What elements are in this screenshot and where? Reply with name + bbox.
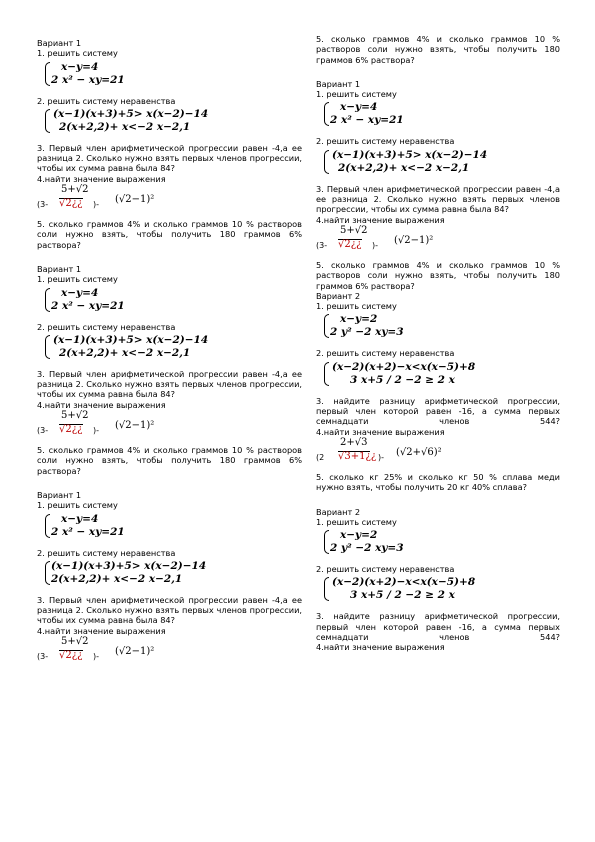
left-column [37, 38, 302, 671]
expression-open: (3- [37, 426, 49, 436]
fraction-numerator: 5+√2 [61, 410, 89, 422]
equation-system [324, 313, 560, 339]
task-4-text: 4.найти значение выражения [316, 214, 445, 225]
fraction-numerator: 5+√2 [61, 184, 89, 196]
task-2-text: 2. решить систему неравенства [37, 95, 176, 106]
right-column [316, 34, 560, 653]
variant-heading: Вариант 1 [316, 78, 361, 89]
fraction-numerator: 2+√3 [340, 436, 368, 448]
inequality-system [324, 149, 560, 175]
inequality-line: (x−1)(x+3)+5> x(x−2)−14 [332, 148, 488, 161]
task-1-text: 1. решить систему [316, 301, 397, 312]
equation-system [45, 61, 302, 87]
equation-line: 2 y² −2 xy=3 [330, 542, 404, 555]
task-3-text: 3. найдите разницу арифметической прогрессии, первый член которой равен -16, а сумма первых семнадцати членов 544? [316, 395, 560, 427]
task-4-text: 4.найти значение выражения [37, 173, 166, 184]
expression-second: (√2−1)² [394, 234, 434, 246]
equation-line: x−y=4 [340, 101, 378, 114]
task-3-text: 3. Первый член арифметической прогрессии равен -4,а ее разница 2. Сколько нужно взять первых членов прогрессии, чтобы их сумма равна была 84? [37, 142, 302, 174]
equation-system [324, 101, 560, 127]
task-1-text: 1. решить систему [37, 500, 118, 511]
expression-close: )- [93, 200, 100, 210]
equation-line: x−y=4 [61, 512, 99, 525]
inequality-system [324, 576, 560, 602]
task-3-text: 3. Первый член арифметической прогрессии равен -4,а ее разница 2. Сколько нужно взять первых членов прогрессии, чтобы их сумма равна была 84? [316, 183, 560, 215]
equation-line: x−y=2 [340, 313, 378, 326]
task-2-text: 2. решить систему неравенства [37, 547, 176, 558]
equation-line: 2 y² −2 xy=3 [330, 326, 404, 339]
task-4-text: 4.найти значение выражения [316, 426, 445, 437]
inequality-line: (x−2)(x+2)−x<x(x−5)+8 [332, 360, 476, 373]
inequality-line: 3 x+5 / 2 −2 ≥ 2 x [350, 589, 455, 602]
inequality-line: (x−1)(x+3)+5> x(x−2)−14 [53, 107, 209, 120]
expression-close: )- [378, 452, 385, 462]
task-5-text: 5. сколько граммов 4% и сколько граммов 10 % растворов соли нужно взять, чтобы получить 180 граммов 6% раствора? [37, 219, 302, 250]
expression-open: (2 [316, 452, 325, 462]
inequality-system [45, 560, 302, 586]
fraction-numerator: 5+√2 [340, 224, 368, 236]
task-3-text: 3. Первый член арифметической прогрессии равен -4,а ее разница 2. Сколько нужно взять первых членов прогрессии, чтобы их сумма равна была 84? [37, 368, 302, 400]
expression-second: (√2−1)² [115, 194, 155, 206]
task-3-text: 3. найдите разницу арифметической прогрессии, первый член которой равен -16, а сумма первых семнадцати членов 544? [316, 611, 560, 643]
task-2-text: 2. решить систему неравенства [316, 136, 455, 147]
task-1-text: 1. решить систему [316, 516, 397, 527]
equation-system [45, 287, 302, 313]
inequality-line: 2(x+2,2)+ x<−2 x−2,1 [338, 161, 470, 174]
equation-line: x−y=4 [61, 60, 99, 73]
expression-close: )- [93, 426, 100, 436]
equation-line: 2 x² − xy=21 [330, 114, 404, 127]
variant-heading: Вариант 1 [37, 489, 82, 500]
expression [316, 226, 560, 254]
inequality-line: 2(x+2,2)+ x<−2 x−2,1 [59, 346, 191, 359]
expression-close: )- [372, 240, 379, 250]
equation-line: 2 x² − xy=21 [51, 299, 125, 312]
equation-system [45, 513, 302, 539]
expression [37, 411, 302, 439]
task-5-text: 5. сколько кг 25% и сколько кг 50 % сплава меди нужно взять, чтобы получить 20 кг 40% сплава? [316, 471, 560, 493]
inequality-line: 3 x+5 / 2 −2 ≥ 2 x [350, 373, 455, 386]
equation-line: x−y=2 [340, 529, 378, 542]
task-4-text: 4.найти значение выражения [37, 399, 166, 410]
expression-open: (3- [37, 200, 49, 210]
task-5-text: 5. сколько граммов 4% и сколько граммов 10 % растворов соли нужно взять, чтобы получить 180 граммов 6% раствора? [37, 445, 302, 476]
expression-second: (√2+√6)² [396, 446, 442, 458]
expression [316, 438, 560, 466]
task-1-text: 1. решить систему [37, 274, 118, 285]
variant-heading: Вариант 1 [37, 38, 82, 48]
task-2-text: 2. решить систему неравенства [316, 564, 455, 575]
expression-second: (√2−1)² [115, 646, 155, 658]
task-2-text: 2. решить систему неравенства [316, 348, 455, 359]
inequality-system [45, 334, 302, 360]
inequality-line: (x−1)(x+3)+5> x(x−2)−14 [53, 333, 209, 346]
expression-second: (√2−1)² [115, 420, 155, 432]
equation-line: 2 x² − xy=21 [51, 525, 125, 538]
fraction-denominator: √3+1¿¿ [338, 450, 377, 462]
variant-heading: Вариант 1 [37, 263, 82, 274]
inequality-line: (x−1)(x+3)+5> x(x−2)−14 [51, 559, 207, 572]
variant-heading: Вариант 2 [316, 290, 361, 301]
inequality-system [324, 361, 560, 387]
task-4-text: 4.найти значение выражения [316, 642, 445, 653]
variant-heading: Вариант 2 [316, 506, 361, 517]
task-5-text: 5. сколько граммов 4% и сколько граммов 10 % растворов соли нужно взять, чтобы получить 180 граммов 6% раствора? [316, 259, 560, 291]
expression [37, 185, 302, 213]
inequality-system [45, 108, 302, 134]
inequality-line: (x−2)(x+2)−x<x(x−5)+8 [332, 576, 476, 589]
task-1-text: 1. решить систему [316, 89, 397, 100]
equation-system [324, 529, 560, 555]
task-4-text: 4.найти значение выражения [37, 625, 166, 636]
expression-open: (3- [316, 240, 328, 250]
fraction-denominator: √2¿¿ [59, 424, 83, 436]
task-3-text: 3. Первый член арифметической прогрессии равен -4,а ее разница 2. Сколько нужно взять первых членов прогрессии, чтобы их сумма равна была 84? [37, 594, 302, 626]
fraction-denominator: √2¿¿ [338, 238, 362, 250]
fraction-denominator: √2¿¿ [59, 650, 83, 662]
inequality-line: 2(x+2,2)+ x<−2 x−2,1 [59, 120, 191, 133]
task-5-text: 5. сколько граммов 4% и сколько граммов 10 % растворов соли нужно взять, чтобы получить 180 граммов 6% раствора? [316, 34, 560, 65]
expression [37, 637, 302, 665]
fraction-numerator: 5+√2 [61, 636, 89, 648]
task-2-text: 2. решить систему неравенства [37, 321, 176, 332]
expression-close: )- [93, 652, 100, 662]
expression-open: (3- [37, 652, 49, 662]
equation-line: 2 x² − xy=21 [51, 73, 125, 86]
equation-line: x−y=4 [61, 286, 99, 299]
inequality-line: 2(x+2,2)+ x<−2 x−2,1 [51, 572, 183, 585]
fraction-denominator: √2¿¿ [59, 198, 83, 210]
task-1-text: 1. решить систему [37, 48, 118, 59]
